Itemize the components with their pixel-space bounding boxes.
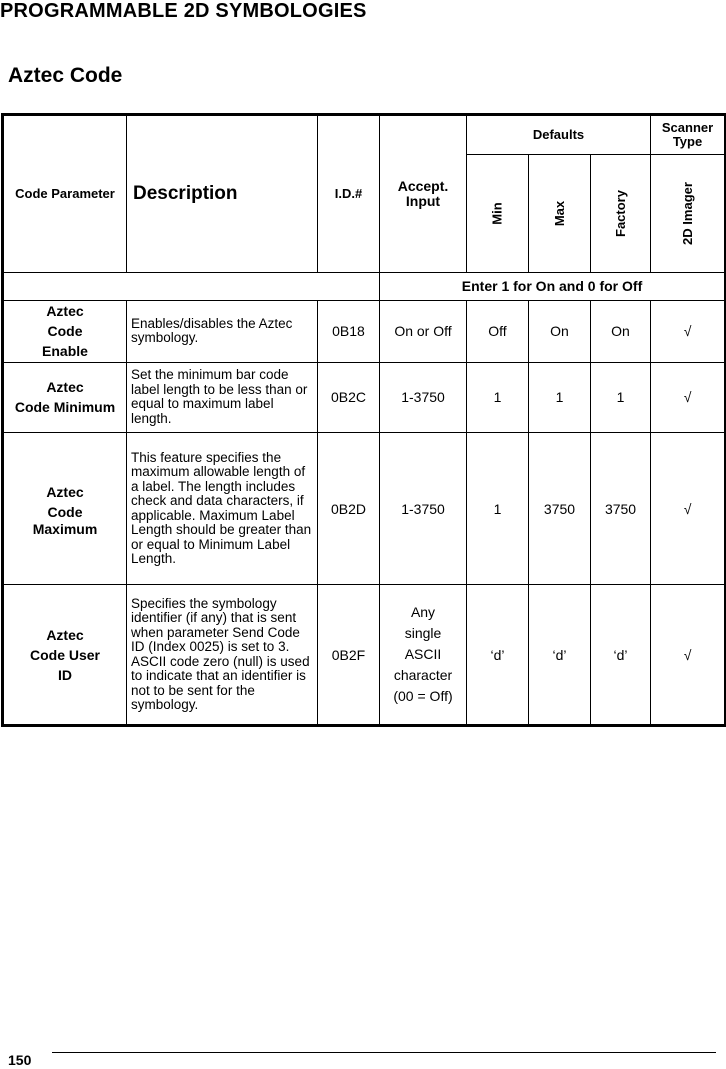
param-name-line: ID xyxy=(58,666,72,683)
default-factory: On xyxy=(591,300,651,362)
scanner-2d-imager-check: √ xyxy=(651,300,726,362)
param-accept xyxy=(380,585,467,726)
header-id: I.D.# xyxy=(318,115,380,273)
header-defaults: Defaults xyxy=(467,115,651,155)
footer-rule xyxy=(52,1052,716,1053)
accept-line: character xyxy=(393,667,453,684)
default-factory: ‘d’ xyxy=(591,585,651,726)
accept-line: Any xyxy=(410,604,436,621)
note-row xyxy=(3,272,726,300)
param-accept: 1-3750 xyxy=(380,433,467,585)
table-row xyxy=(3,433,726,585)
header-code-parameter: Code Parameter xyxy=(3,115,127,273)
header-max xyxy=(529,155,591,272)
parameter-table xyxy=(1,113,726,727)
header-min xyxy=(467,155,529,272)
default-min: 1 xyxy=(467,433,529,585)
default-max: On xyxy=(529,300,591,362)
default-max: 1 xyxy=(529,362,591,432)
header-max-label: Max xyxy=(551,201,567,227)
param-name-line: Code xyxy=(47,323,83,340)
param-name xyxy=(3,433,127,585)
param-name-line: Aztec xyxy=(46,379,84,396)
header-description: Description xyxy=(127,115,318,273)
default-min: ‘d’ xyxy=(467,585,529,726)
param-name xyxy=(3,585,127,726)
page-number: 150 xyxy=(8,1052,32,1068)
chapter-title: PROGRAMMABLE 2D SYMBOLOGIES xyxy=(0,0,367,22)
param-id: 0B2C xyxy=(318,362,380,432)
accept-line: ASCII xyxy=(404,646,442,663)
header-accept-input: Accept. Input xyxy=(380,115,467,273)
header-scanner-type: Scanner Type xyxy=(651,115,726,155)
param-name-line: Aztec xyxy=(46,483,84,500)
note-row-text: Enter 1 for On and 0 for Off xyxy=(380,272,726,300)
table-row xyxy=(3,585,726,726)
accept-line: (00 = Off) xyxy=(393,688,453,705)
param-name-line: Code Minimum xyxy=(14,399,116,416)
default-min: Off xyxy=(467,300,529,362)
param-name-line: Enable xyxy=(42,343,88,360)
param-accept: 1-3750 xyxy=(380,362,467,432)
header-2d-imager-label: 2D Imager xyxy=(680,182,696,246)
table-row xyxy=(3,300,726,362)
param-description: Specifies the symbology identifier (if any) that is sent when parameter Send Code ID (Index 0025) is set to 3. ASCII code zero (null) is used to indicate that an identifier is not to be sent for the symbology. xyxy=(127,585,318,726)
param-name-line: Code xyxy=(47,503,83,520)
param-name-line: Aztec xyxy=(46,626,84,643)
scanner-2d-imager-check: √ xyxy=(651,585,726,726)
header-factory-label: Factory xyxy=(613,190,629,238)
param-name xyxy=(3,362,127,432)
default-factory: 3750 xyxy=(591,433,651,585)
param-name-line: Aztec xyxy=(46,303,84,320)
header-min-label: Min xyxy=(489,202,505,226)
param-description: This feature specifies the maximum allowable length of a label. The length includes check and data characters, if applicable. Maximum Label Length should be greater than or equal to Minimum Label Length. xyxy=(127,433,318,585)
accept-line: single xyxy=(404,625,442,642)
default-factory: 1 xyxy=(591,362,651,432)
default-max: ‘d’ xyxy=(529,585,591,726)
param-name-line: Code User xyxy=(29,646,101,663)
scanner-2d-imager-check: √ xyxy=(651,362,726,432)
param-id: 0B18 xyxy=(318,300,380,362)
note-row-blank xyxy=(3,272,380,300)
section-title: Aztec Code xyxy=(8,64,123,87)
param-description: Set the minimum bar code label length to be less than or equal to maximum label length. xyxy=(127,362,318,432)
header-2d-imager xyxy=(651,155,726,272)
default-min: 1 xyxy=(467,362,529,432)
default-max: 3750 xyxy=(529,433,591,585)
param-name-line: Maximum xyxy=(32,520,98,537)
table-row xyxy=(3,362,726,432)
param-description: Enables/disables the Aztec symbology. xyxy=(127,300,318,362)
scanner-2d-imager-check: √ xyxy=(651,433,726,585)
param-id: 0B2F xyxy=(318,585,380,726)
header-factory xyxy=(591,155,651,272)
param-accept: On or Off xyxy=(380,300,467,362)
param-id: 0B2D xyxy=(318,433,380,585)
param-name xyxy=(3,300,127,362)
